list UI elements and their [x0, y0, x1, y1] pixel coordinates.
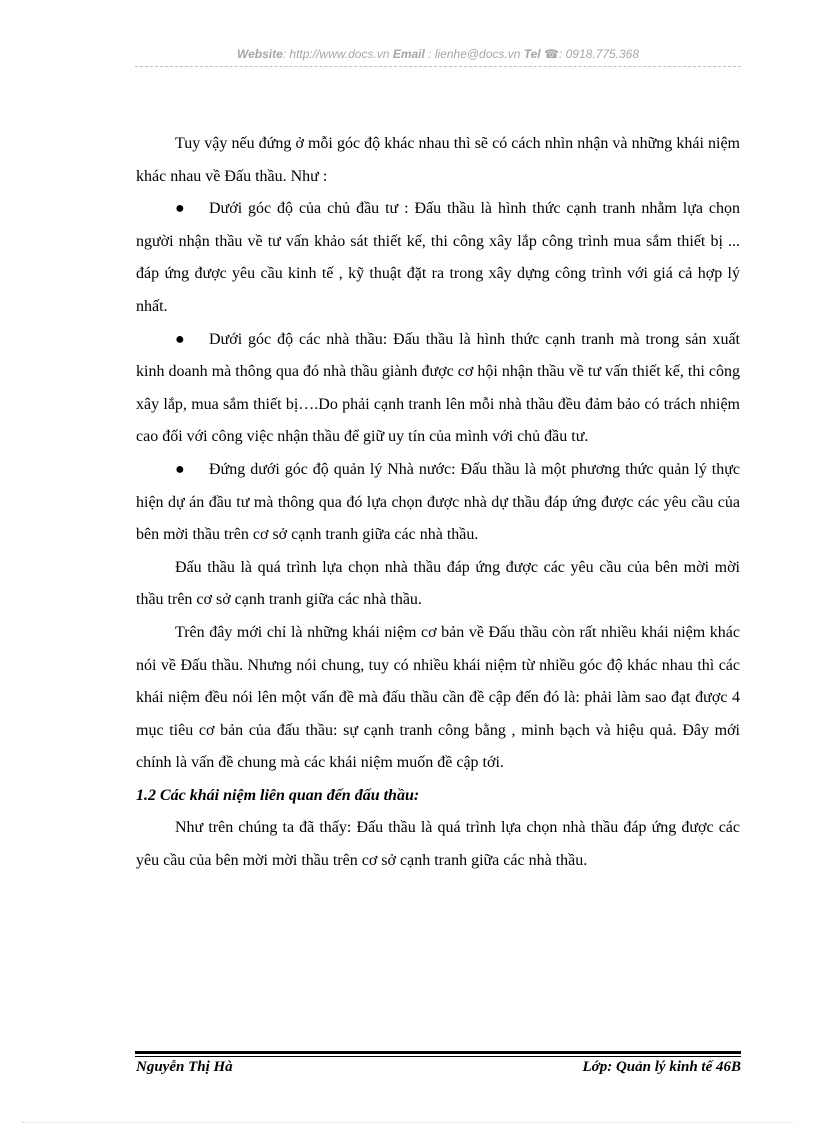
bullet-text: Dưới góc độ của chủ đầu tư : Đấu thầu là hình thức cạnh tranh nhằm lựa chọn người nhận thầu về tư vấn khảo sát thiết kế, thi công xây lắp công trình mua sắm thiết bị ... đáp ứng được yêu cầu kinh tế , kỹ thuật đặt ra trong xây dựng công trình với giá cả hợp lý nhất. — [136, 200, 740, 315]
bullet-item-contractor — [136, 324, 740, 454]
bullet-text: Đứng dưới góc độ quản lý Nhà nước: Đấu thầu là một phương thức quản lý thực hiện dự án đầu tư mà thông qua đó lựa chọn được nhà dự thầu đáp ứng được các yêu cầu của bên mời thầu trên cơ sở cạnh tranh giữa các nhà thầu. — [136, 460, 740, 544]
tel-value: : 0918.775.368 — [558, 47, 640, 61]
footer-author: Nguyễn Thị Hà — [136, 1059, 233, 1075]
email-label: Email — [392, 47, 425, 61]
website-value: : http://www.docs.vn — [282, 47, 390, 61]
header-divider — [135, 66, 741, 67]
paragraph-intro: Tuy vậy nếu đứng ở mỗi góc độ khác nhau thì sẽ có cách nhìn nhận và những khái niệm khác nhau về Đấu thầu. Như : — [136, 135, 740, 185]
phone-icon: ☎ — [544, 47, 559, 61]
footer-divider-thick — [135, 1051, 741, 1054]
paragraph-related: Như trên chúng ta đã thấy: Đấu thầu là quá trình lựa chọn nhà thầu đáp ứng được các yêu cầu của bên mời mời thầu trên cơ sở cạnh tranh giữa các nhà thầu. — [136, 819, 740, 870]
footer-divider-thin — [135, 1056, 741, 1057]
email-value: : lienhe@docs.vn — [428, 47, 521, 61]
bullet-item-state — [136, 454, 740, 552]
bullet-text: Dưới góc độ các nhà thầu: Đấu thầu là hình thức cạnh tranh mà trong sản xuất kinh doanh mà thông qua đó nhà thầu giành được cơ hội nhận thầu về tư vấn thiết kế, thi công xây lắp, mua sắm thiết bị….Do phải cạnh tranh lên mỗi nhà thầu đều đảm bảo có trách nhiệm cao đối với công việc nhận thầu để giữ uy tín của mình với chủ đầu tư. — [136, 330, 740, 446]
footer-class: Lớp: Quản lý kinh tế 46B — [582, 1059, 741, 1075]
bullet-dot-icon: ● — [175, 200, 185, 218]
document-body — [136, 128, 740, 878]
tel-label: Tel — [523, 47, 541, 61]
bullet-dot-icon: ● — [175, 330, 185, 348]
website-label: Website — [236, 47, 283, 61]
page-header — [135, 47, 741, 61]
section-heading: 1.2 Các khái niệm liên quan đến đấu thầu: — [136, 786, 420, 804]
paragraph-summary: Trên đây mới chỉ là những khái niệm cơ bản về Đấu thầu còn rất nhiều khái niệm khác nói về Đấu thầu. Nhưng nói chung, tuy có nhiều khái niệm từ nhiều góc độ khác nhau thì các khái niệm đều nói lên một vấn đề mà đấu thầu cần đề cập đến đó là: phải làm sao đạt được 4 mục tiêu cơ bản của đấu thầu: sự cạnh tranh công bằng , minh bạch và hiệu quả. Đây mới chính là vấn đề chung mà các khái niệm muốn đề cập tới. — [136, 623, 740, 772]
bullet-item-investor — [136, 193, 740, 323]
paragraph-definition: Đấu thầu là quá trình lựa chọn nhà thầu đáp ứng được các yêu cầu của bên mời mời thầu trên cơ sở cạnh tranh giữa các nhà thầu. — [136, 558, 740, 609]
bullet-dot-icon: ● — [175, 460, 185, 478]
